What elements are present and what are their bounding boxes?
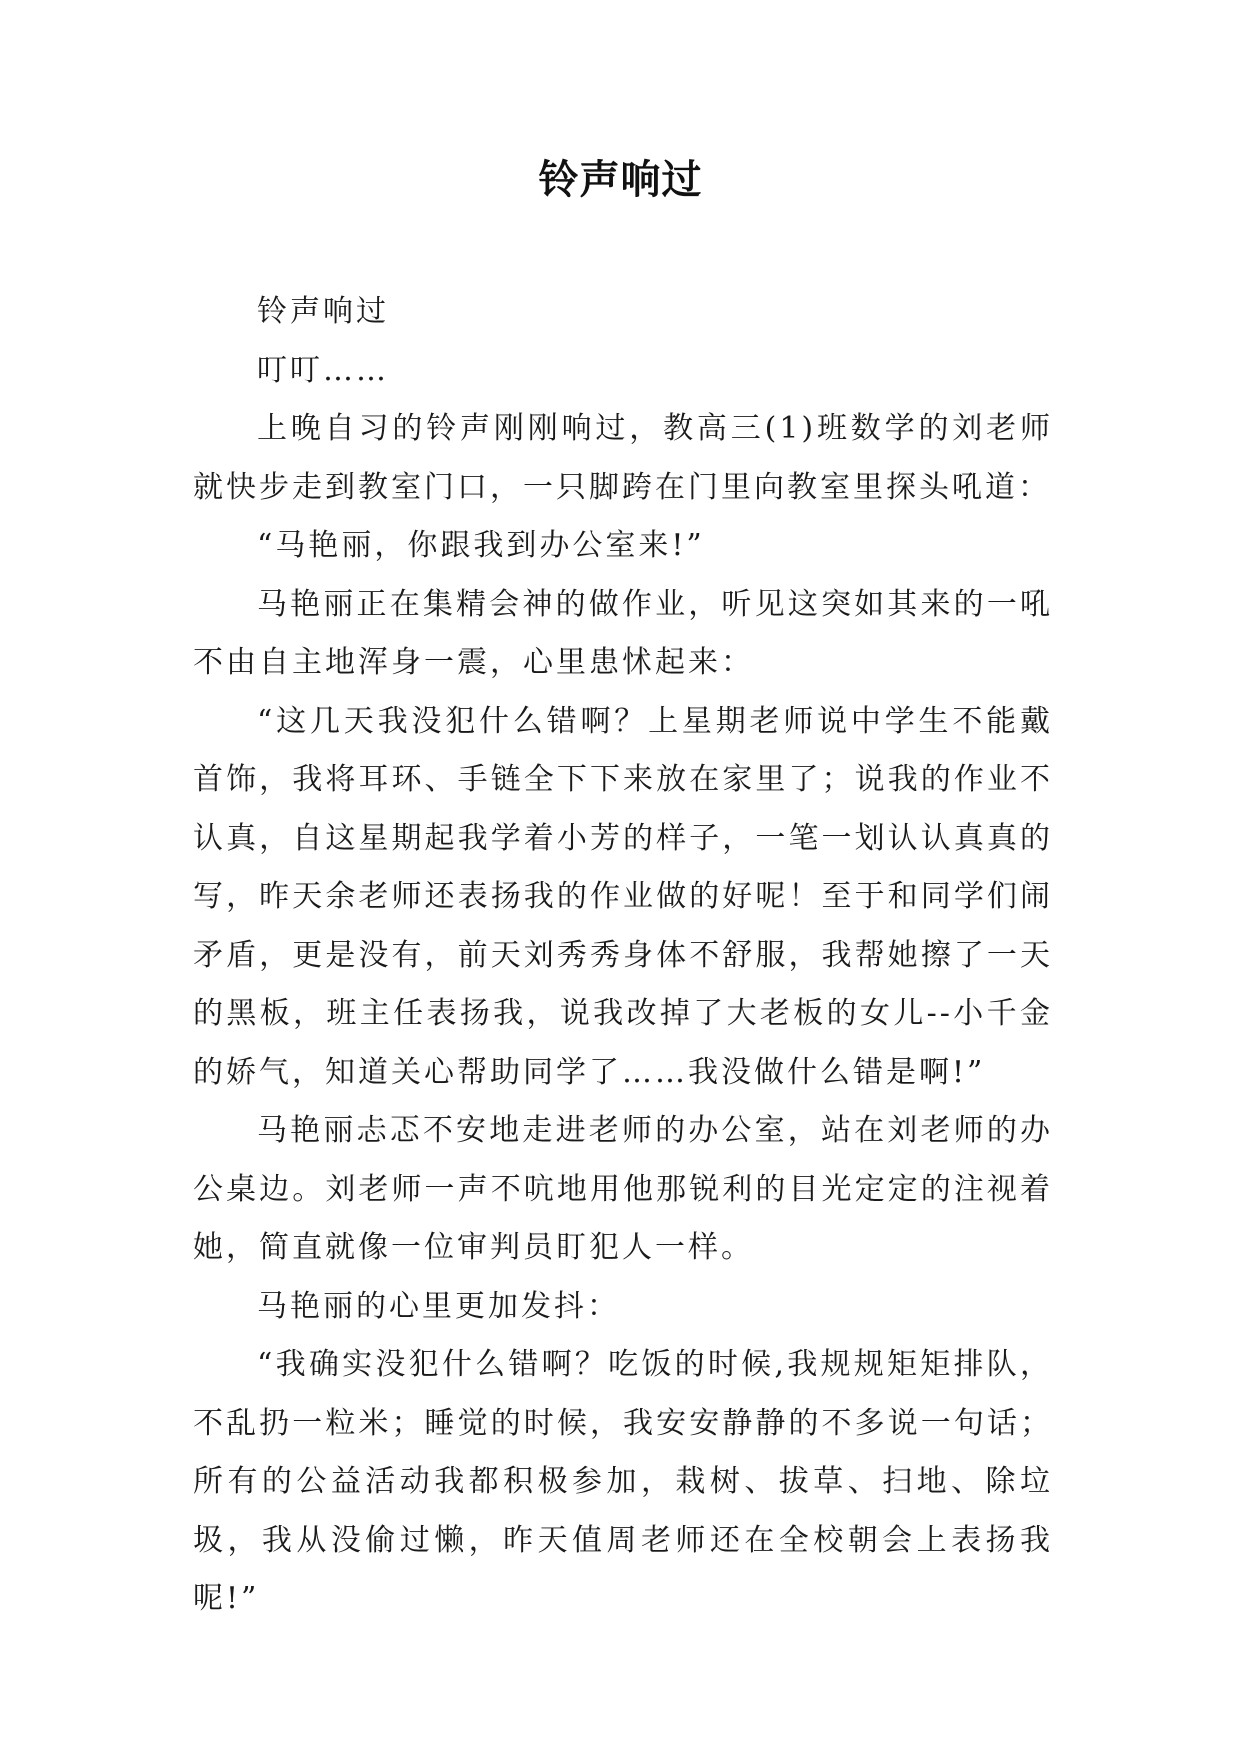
paragraph: “我确实没犯什么错啊？吃饭的时候,我规规矩矩排队，不乱扔一粒米；睡觉的时候，我安安静静的不多说一句话；所有的公益活动我都积极参加，栽树、拔草、扫地、除垃圾，我从没偷过懒，昨天值周老师还在全校朝会上表扬我呢!” xyxy=(193,1347,1053,1616)
paragraph: “马艳丽，你跟我到办公室来!” xyxy=(257,528,705,563)
paragraph: 马艳丽忐忑不安地走进老师的办公室，站在刘老师的办公桌边。刘老师一声不吭地用他那锐利的目光定定的注视着她，简直就像一位审判员盯犯人一样。 xyxy=(193,1113,1053,1265)
paragraph: 马艳丽正在集精会神的做作业，听见这突如其来的一吼不由自主地浑身一震，心里患怵起来： xyxy=(193,586,1053,680)
document-body xyxy=(193,283,1053,1629)
paragraph: 上晚自习的铃声刚刚响过，教高三(1)班数学的刘老师就快步走到教室门口，一只脚跨在门里向教室里探头吼道： xyxy=(193,411,1053,505)
document-title: 铃声响过 xyxy=(538,157,703,203)
paragraph: “这几天我没犯什么错啊？上星期老师说中学生不能戴首饰，我将耳环、手链全下下来放在家里了；说我的作业不认真，自这星期起我学着小芳的样子，一笔一划认认真真的写，昨天余老师还表扬我的作业做的好呢！至于和同学们闹矛盾，更是没有，前天刘秀秀身体不舒服，我帮她擦了一天的黑板，班主任表扬我，说我改掉了大老板的女儿--小千金的娇气，知道关心帮助同学了……我没做什么错是啊!” xyxy=(193,703,1053,1090)
paragraph: 铃声响过 xyxy=(257,294,389,329)
paragraph: 叮叮…… xyxy=(257,352,389,388)
paragraph: 马艳丽的心里更加发抖： xyxy=(257,1288,620,1324)
